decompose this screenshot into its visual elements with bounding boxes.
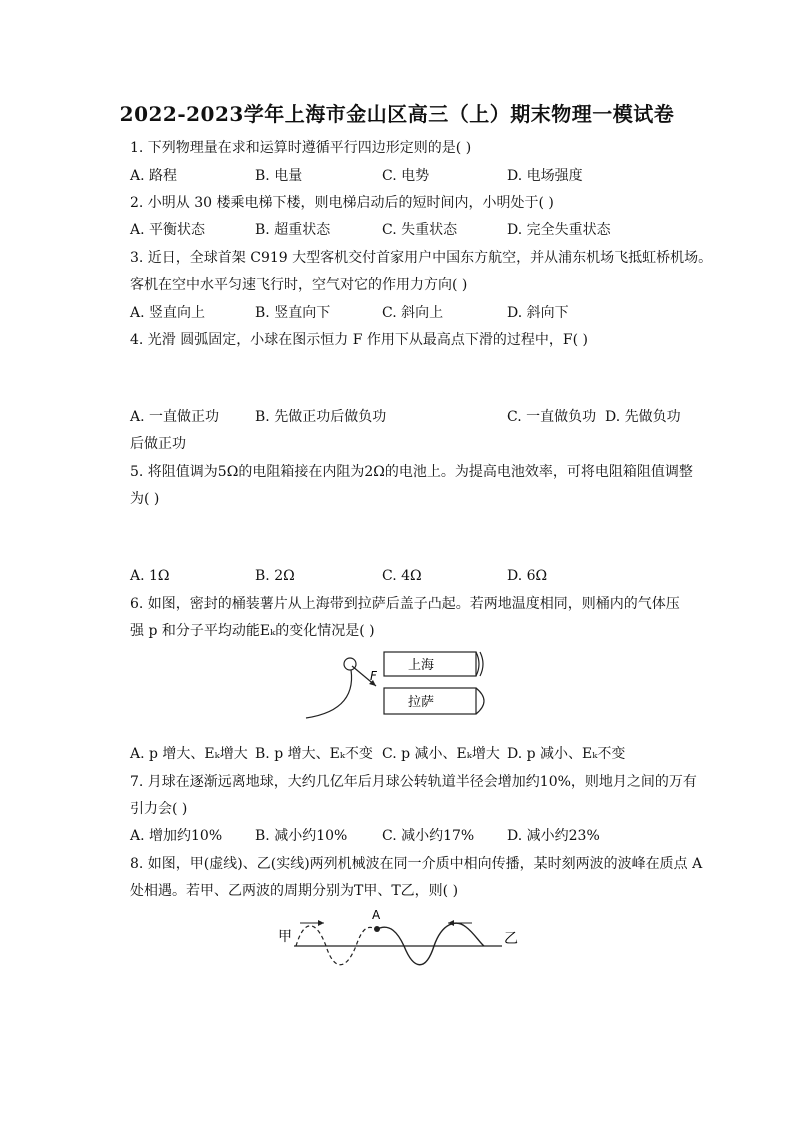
q7-option-b: B. 减小约10% xyxy=(255,828,348,844)
q5-option-d: D. 6Ω xyxy=(507,568,548,584)
q6-stem-line1: 6. 如图，密封的桶装薯片从上海带到拉萨后盖子凸起。若两地温度相同，则桶内的气体压 xyxy=(130,596,680,612)
q5-stem-line2: 为( ) xyxy=(130,491,160,507)
q6-option-c: C. p 减小、Eₖ增大 xyxy=(382,746,500,762)
q4-option-d-continued: 后做正功 xyxy=(130,436,186,452)
q6-option-d: D. p 减小、Eₖ不变 xyxy=(507,746,626,762)
q1-option-c: C. 电势 xyxy=(382,168,430,184)
q3-stem-line1: 3. 近日，全球首架 C919 大型客机交付首家用户中国东方航空，并从浦东机场飞抵虹桥机场。 xyxy=(130,250,713,266)
q2-stem: 2. 小明从 30 楼乘电梯下楼，则电梯启动后的短时间内，小明处于( ) xyxy=(130,195,554,211)
q1-option-b: B. 电量 xyxy=(255,168,303,184)
q1-stem: 1. 下列物理量在求和运算时遵循平行四边形定则的是( ) xyxy=(130,140,472,156)
can-shanghai-label: 上海 xyxy=(408,658,435,673)
q7-option-d: D. 减小约23% xyxy=(507,828,600,844)
q3-option-d: D. 斜向下 xyxy=(507,305,569,321)
jia-arrowhead-icon xyxy=(318,920,324,926)
q4-option-c: C. 一直做负功 xyxy=(507,409,597,425)
q4-option-a: A. 一直做正功 xyxy=(130,409,220,425)
q5-option-c: C. 4Ω xyxy=(382,568,422,584)
q2-option-c: C. 失重状态 xyxy=(382,222,458,238)
q5-option-a: A. 1Ω xyxy=(130,568,170,584)
force-label: F xyxy=(370,669,377,683)
q1-option-d: D. 电场强度 xyxy=(507,168,583,184)
q5-options xyxy=(130,567,690,585)
q6-stem-line2: 强 p 和分子平均动能Eₖ的变化情况是( ) xyxy=(130,623,375,639)
q8-stem-line1: 8. 如图，甲(虚线)、乙(实线)两列机械波在同一介质中相向传播，某时刻两波的波峰在质点 A xyxy=(130,856,703,872)
q3-option-c: C. 斜向上 xyxy=(382,305,444,321)
q7-stem-line1: 7. 月球在逐渐远离地球，大约几亿年后月球公转轨道半径会增加约10%，则地月之间的万有 xyxy=(130,774,697,790)
q2-option-a: A. 平衡状态 xyxy=(130,222,206,238)
q2-option-b: B. 超重状态 xyxy=(255,222,331,238)
exam-title: 2022-2023学年上海市金山区高三（上）期末物理一模试卷 xyxy=(119,102,675,126)
q4-options xyxy=(130,408,690,426)
point-a-label: A xyxy=(372,908,381,922)
q8-wave-figure xyxy=(270,905,530,975)
q6-figure xyxy=(300,650,500,722)
q2-options xyxy=(130,221,690,239)
q4-stem: 4. 光滑 圆弧固定，小球在图示恒力 F 作用下从最高点下滑的过程中，F( ) xyxy=(130,332,588,348)
q4-option-b: B. 先做正功后做负功 xyxy=(255,409,387,425)
q3-options xyxy=(130,304,690,322)
q3-stem-line2: 客机在空中水平匀速飞行时，空气对它的作用力方向( ) xyxy=(130,277,468,293)
q3-option-b: B. 竖直向下 xyxy=(255,305,331,321)
can-lasa-label: 拉萨 xyxy=(408,695,435,710)
lid-flat-outer xyxy=(480,652,483,676)
q8-stem-line2: 处相遇。若甲、乙两波的周期分别为T甲、T乙，则( ) xyxy=(130,883,459,899)
q7-option-c: C. 减小约17% xyxy=(382,828,475,844)
q6-options xyxy=(130,745,690,763)
point-a-dot xyxy=(374,926,380,932)
q7-options xyxy=(130,827,690,845)
q4-option-d: D. 先做负功 xyxy=(605,409,681,425)
wave-jia-label: 甲 xyxy=(278,929,292,945)
q5-option-b: B. 2Ω xyxy=(255,568,295,584)
q6-option-b: B. p 增大、Eₖ不变 xyxy=(255,746,373,762)
lid-bulged xyxy=(476,688,484,714)
arc-track xyxy=(306,664,352,718)
q2-option-d: D. 完全失重状态 xyxy=(507,222,611,238)
wave-jia-dashed xyxy=(296,926,377,965)
q1-option-a: A. 路程 xyxy=(130,168,178,184)
q7-option-a: A. 增加约10% xyxy=(130,828,223,844)
q1-options xyxy=(130,167,690,185)
q5-stem-line1: 5. 将阻值调为5Ω的电阻箱接在内阻为2Ω的电池上。为提高电池效率，可将电阻箱阻值调整 xyxy=(130,464,693,480)
q6-option-a: A. p 增大、Eₖ增大 xyxy=(130,746,248,762)
wave-yi-label: 乙 xyxy=(504,931,518,947)
q3-option-a: A. 竖直向上 xyxy=(130,305,206,321)
wave-yi-solid xyxy=(377,923,484,965)
q7-stem-line2: 引力会( ) xyxy=(130,801,188,817)
